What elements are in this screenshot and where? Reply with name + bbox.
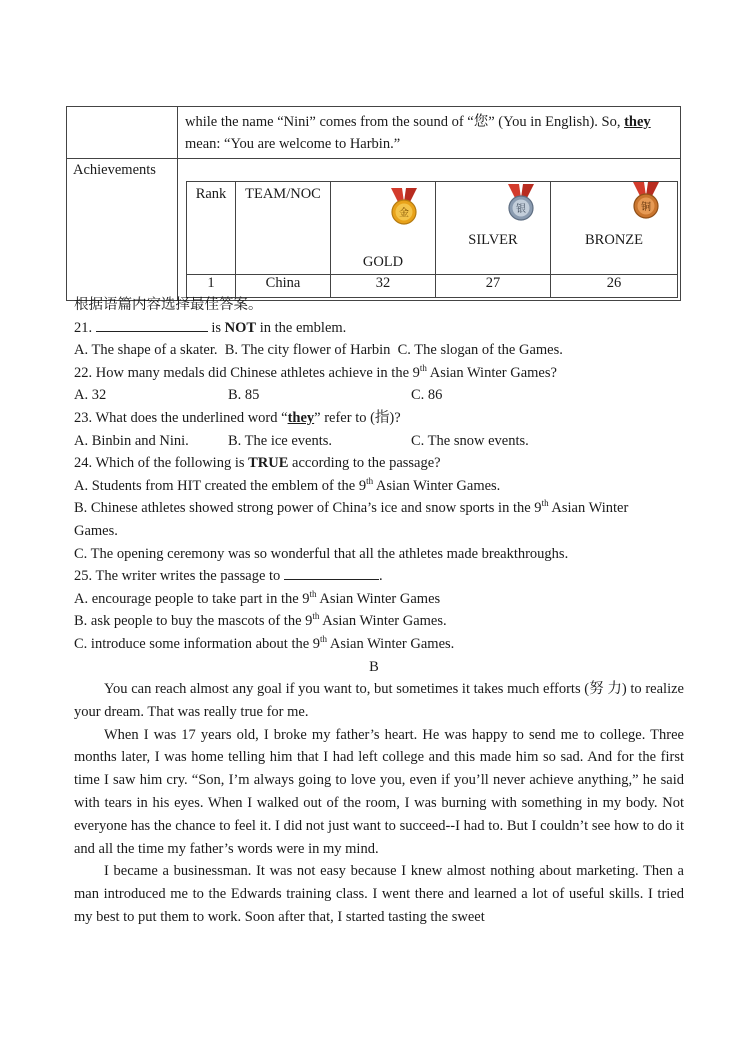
q25-c-text: C. introduce some information about the 9 [74, 635, 321, 652]
q21-text: is NOT in the emblem. [207, 319, 347, 336]
silver-medal-glyph: 银 [516, 204, 526, 215]
gold-medal-icon [389, 188, 419, 226]
header-silver [436, 182, 551, 275]
question-24 [74, 452, 684, 475]
q22-text: 22. How many medals did Chinese athletes achieve in the 9 [74, 364, 420, 381]
question-23 [74, 407, 684, 430]
questions-section [74, 294, 684, 929]
q24-a-text: A. Students from HIT created the emblem of the 9 [74, 477, 367, 494]
q24-text-end: according to the passage? [288, 455, 441, 472]
medal-table-header [187, 182, 678, 275]
q22-option-b: B. 85 [228, 387, 260, 404]
question-25 [74, 565, 684, 588]
mascot-text-a: while the name “Nini” comes from the sound of “您” (You in English). So, [185, 114, 625, 130]
q22-options [74, 384, 684, 407]
passage-paragraph-2: When I was 17 years old, I broke my father’s heart. He was happy to send me to college. Three months later, I was home telling him that I had left college and this made him so sad. And for the first time I saw him cry. “Son, I’m always going to love you, even if you’ll never achieve anything,” he said with tears in his eyes. When I walked out of the room, I was burning with something in my body. Not everyone has the chance to feel it. I did not just want to succeed--I had to. But I couldn’t see how to do it and all the time my father’s words were in my mind. [74, 726, 684, 857]
q22-option-c: C. 86 [411, 387, 443, 404]
q24-b-text-end: Asian Winter [548, 500, 629, 517]
q24-text: 24. Which of the following is [74, 455, 249, 472]
bronze-label: BRONZE [585, 232, 643, 248]
question-22 [74, 362, 684, 385]
q23-text: 23. What does the underlined word “ [74, 409, 288, 426]
q25-a-sup: th [309, 588, 317, 599]
q24-option-b-cont: Games. [74, 522, 118, 539]
q22-option-a: A. 32 [74, 387, 107, 404]
q24-b-text: B. Chinese athletes showed strong power of China’s ice and snow sports in the 9 [74, 500, 542, 517]
q24-a-sup: th [366, 475, 374, 486]
q24-b-sup: th [541, 498, 549, 509]
underlined-they: they [624, 114, 651, 130]
q25-text-end: . [378, 568, 383, 585]
mascot-text-b: mean: “You are welcome to Harbin.” [185, 136, 401, 152]
q23-option-a: A. Binbin and Nini. [74, 432, 189, 449]
q24-bold: TRUE [248, 455, 289, 472]
table-cell-empty [67, 107, 178, 159]
gold-label: GOLD [362, 254, 404, 270]
q25-option-c [74, 633, 684, 656]
cell-bronze: 26 [551, 275, 678, 298]
mascot-text-cell [178, 107, 681, 159]
q23-option-b: B. The ice events. [228, 432, 333, 449]
section-label: B [369, 658, 379, 675]
bronze-medal-glyph: 铜 [641, 202, 651, 213]
info-table [66, 106, 681, 301]
q22-sup: th [419, 362, 427, 373]
header-gold [331, 182, 436, 275]
q25-option-a [74, 588, 684, 611]
q25-c-sup: th [320, 634, 328, 645]
instructions: 根据语篇内容选择最佳答案。 [74, 297, 263, 313]
bronze-medal-icon [631, 182, 661, 220]
cell-team: China [236, 275, 331, 298]
q24-option-a [74, 475, 684, 498]
q23-word: they [287, 409, 315, 426]
q25-b-sup: th [312, 611, 320, 622]
achievements-label: Achievements [67, 159, 178, 301]
q24-option-c: C. The opening ceremony was so wonderful that all the athletes made breakthroughs. [74, 545, 569, 562]
header-bronze [551, 182, 678, 275]
q21-option-a: A. The shape of a skater. [74, 342, 218, 359]
q25-text: 25. The writer writes the passage to [74, 568, 284, 585]
q25-c-text-end: Asian Winter Games. [327, 635, 455, 652]
q25-b-text-end: Asian Winter Games. [319, 613, 447, 630]
silver-label: SILVER [468, 232, 518, 248]
header-team: TEAM/NOC [236, 182, 331, 275]
q21-blank [96, 318, 208, 332]
achievements-cell [178, 159, 681, 301]
q21-number: 21. [74, 319, 93, 336]
q21-option-c: C. The slogan of the Games. [397, 342, 563, 359]
gold-medal-glyph: 金 [399, 208, 409, 219]
q25-b-text: B. ask people to buy the mascots of the 9 [74, 613, 313, 630]
q24-a-text-end: Asian Winter Games. [373, 477, 501, 494]
q21-option-b: B. The city flower of Harbin [224, 342, 391, 359]
q23-options [74, 430, 684, 453]
header-rank: Rank [187, 182, 236, 275]
table-row [67, 159, 681, 301]
passage-paragraph-3: I became a businessman. It was not easy because I knew almost nothing about marketing. Then a man introduced me to the Edwards training class. I went there and learned a lot of useful skills. I tried my best to put them to work. Soon after that, I started tasting the sweet [74, 863, 684, 926]
q24-option-b [74, 497, 684, 520]
q22-text-end: Asian Winter Games? [426, 364, 557, 381]
q25-option-b [74, 610, 684, 633]
cell-silver: 27 [436, 275, 551, 298]
q25-blank [284, 566, 379, 580]
cell-gold: 32 [331, 275, 436, 298]
cell-rank: 1 [187, 275, 236, 298]
q23-option-c: C. The snow events. [411, 432, 529, 449]
q23-text-end: ” refer to (指)? [314, 409, 401, 426]
q25-a-text: A. encourage people to take part in the 9 [74, 590, 310, 607]
medal-table [186, 181, 678, 298]
q21-options [74, 339, 684, 362]
q25-a-text-end: Asian Winter Games [316, 590, 441, 607]
question-21 [74, 317, 684, 340]
table-row [67, 107, 681, 159]
passage-paragraph-1: You can reach almost any goal if you want to, but sometimes it takes much efforts (努 力) to realize your dream. That was really true for me. [74, 681, 684, 720]
silver-medal-icon [506, 184, 536, 222]
